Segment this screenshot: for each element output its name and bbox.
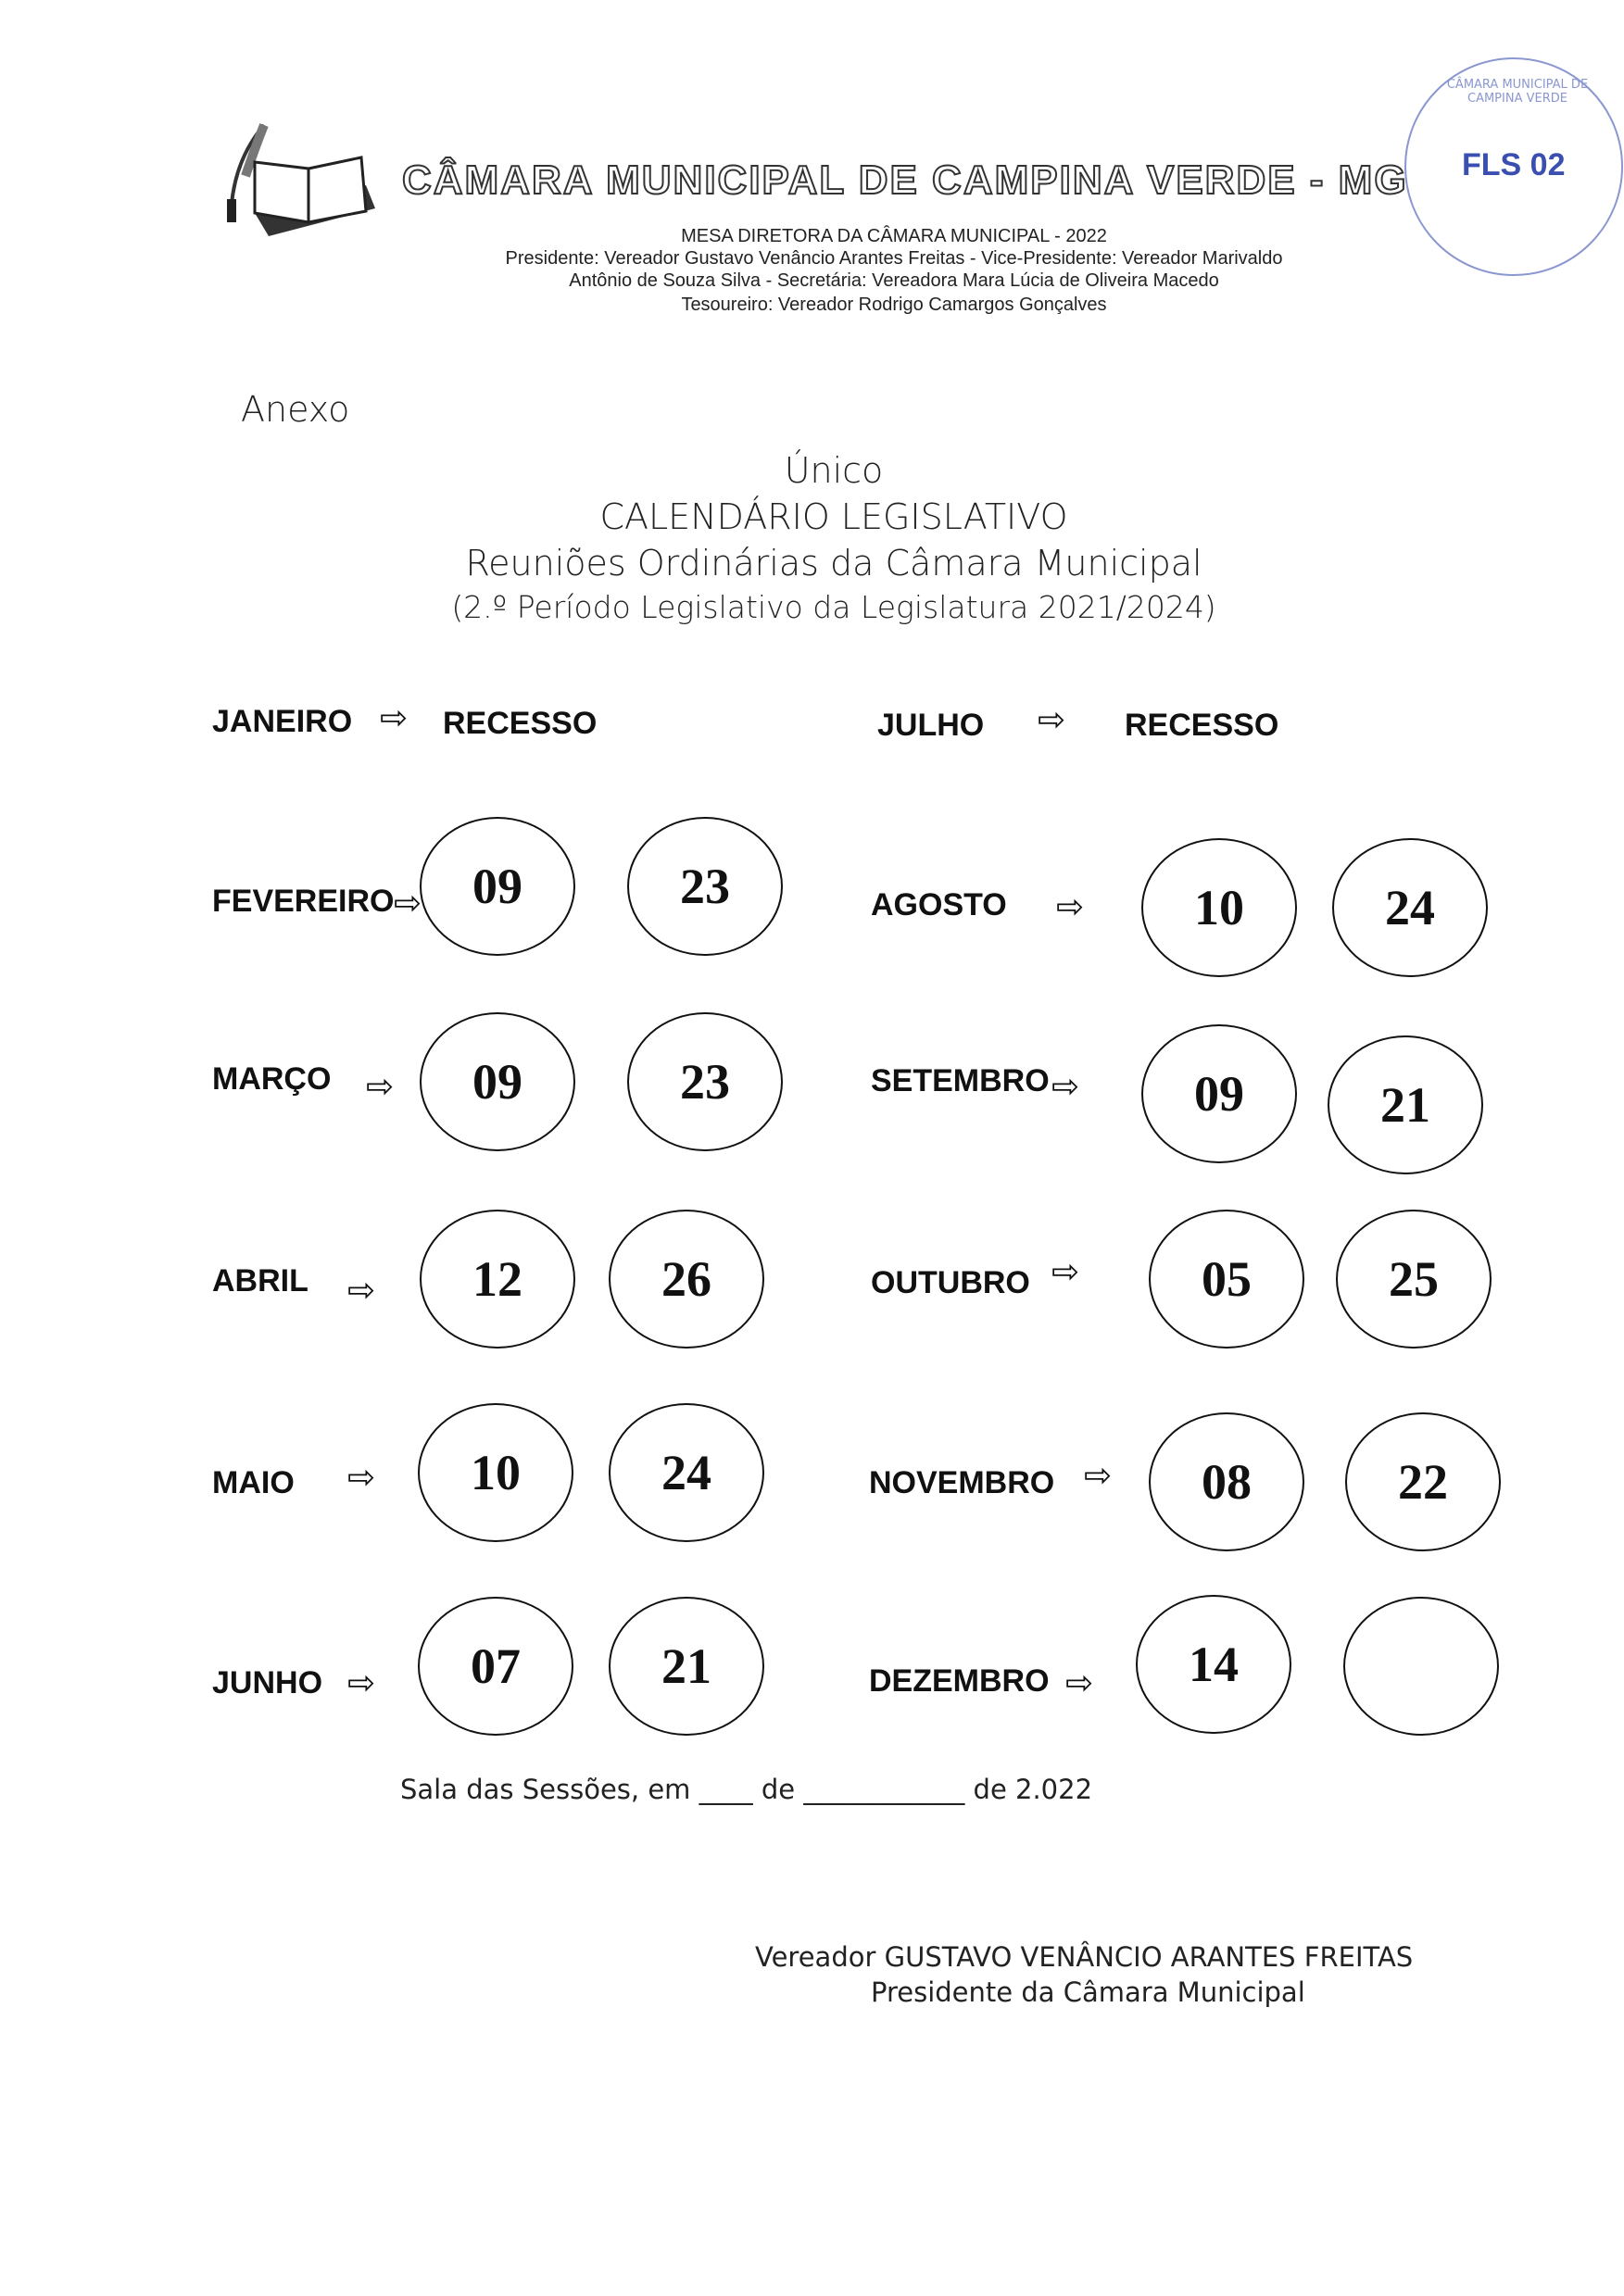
month-label: MARÇO	[212, 1061, 332, 1097]
session-day-empty	[1343, 1597, 1499, 1736]
session-day: 10	[418, 1403, 573, 1542]
session-day: 07	[418, 1597, 573, 1736]
month-label: JANEIRO	[212, 704, 353, 739]
session-place-date: Sala das Sessões, em ____ de ____________ de 2.022	[400, 1774, 1093, 1805]
month-label: SETEMBRO	[871, 1063, 1050, 1098]
mesa-line-1: MESA DIRETORA DA CÂMARA MUNICIPAL - 2022	[681, 226, 1107, 246]
arrow-icon: ⇨	[394, 885, 422, 922]
arrow-icon: ⇨	[347, 1272, 376, 1310]
session-day: 23	[627, 1012, 783, 1151]
session-day: 22	[1345, 1412, 1501, 1551]
session-day: 10	[1141, 838, 1297, 977]
session-day: 08	[1149, 1412, 1304, 1551]
arrow-icon: ⇨	[366, 1068, 395, 1106]
session-day: 23	[627, 817, 783, 956]
mesa-line-2: Presidente: Vereador Gustavo Venâncio Arantes Freitas - Vice-Presidente: Vereador Marivaldo	[505, 248, 1283, 269]
session-day: 24	[1332, 838, 1488, 977]
arrow-icon: ⇨	[1051, 1253, 1080, 1291]
month-label: JULHO	[877, 708, 985, 743]
arrow-icon: ⇨	[347, 1459, 376, 1497]
recess-label: RECESSO	[443, 706, 598, 741]
session-day: 26	[609, 1210, 764, 1349]
stamp-page-number: FLS 02	[1462, 147, 1566, 182]
annex-label: Anexo	[241, 389, 350, 430]
session-day: 09	[420, 817, 575, 956]
arrow-icon: ⇨	[347, 1664, 376, 1702]
session-day: 25	[1336, 1210, 1492, 1349]
institution-title: CÂMARA MUNICIPAL DE CAMPINA VERDE - MG	[402, 157, 1408, 203]
month-label: ABRIL	[212, 1263, 308, 1299]
session-day: 05	[1149, 1210, 1304, 1349]
title-period: (2.º Período Legislativo da Legislatura 2021/2024)	[451, 589, 1216, 625]
arrow-icon: ⇨	[380, 699, 409, 737]
title-unico: Único	[784, 450, 884, 491]
session-day: 09	[420, 1012, 575, 1151]
month-label: OUTUBRO	[871, 1265, 1030, 1300]
arrow-icon: ⇨	[1038, 701, 1066, 739]
session-day: 21	[609, 1597, 764, 1736]
session-day: 24	[609, 1403, 764, 1542]
month-label: FEVEREIRO	[212, 884, 395, 919]
book-quill-logo	[199, 120, 398, 241]
month-label: AGOSTO	[871, 887, 1007, 922]
mesa-line-3: Antônio de Souza Silva - Secretária: Vereadora Mara Lúcia de Oliveira Macedo	[569, 270, 1219, 291]
session-day: 21	[1328, 1035, 1483, 1174]
arrow-icon: ⇨	[1084, 1457, 1113, 1495]
month-label: MAIO	[212, 1465, 295, 1500]
arrow-icon: ⇨	[1056, 888, 1085, 926]
session-day: 12	[420, 1210, 575, 1349]
session-day: 14	[1136, 1595, 1291, 1734]
mesa-line-4: Tesoureiro: Vereador Rodrigo Camargos Gonçalves	[681, 295, 1107, 315]
month-label: JUNHO	[212, 1665, 323, 1700]
arrow-icon: ⇨	[1065, 1664, 1094, 1702]
title-calendar: CALENDÁRIO LEGISLATIVO	[599, 496, 1068, 537]
arrow-icon: ⇨	[1051, 1068, 1080, 1106]
recess-label: RECESSO	[1125, 708, 1279, 743]
month-label: DEZEMBRO	[869, 1663, 1050, 1699]
signer-name: Vereador GUSTAVO VENÂNCIO ARANTES FREITAS	[755, 1941, 1414, 1973]
session-day: 09	[1141, 1024, 1297, 1163]
month-label: NOVEMBRO	[869, 1465, 1055, 1500]
stamp-text: CÂMARA MUNICIPAL DE CAMPINA VERDE	[1446, 78, 1589, 106]
signer-role: Presidente da Câmara Municipal	[871, 1976, 1305, 2008]
title-meetings: Reuniões Ordinárias da Câmara Municipal	[465, 543, 1202, 583]
protocol-stamp	[1404, 57, 1623, 276]
